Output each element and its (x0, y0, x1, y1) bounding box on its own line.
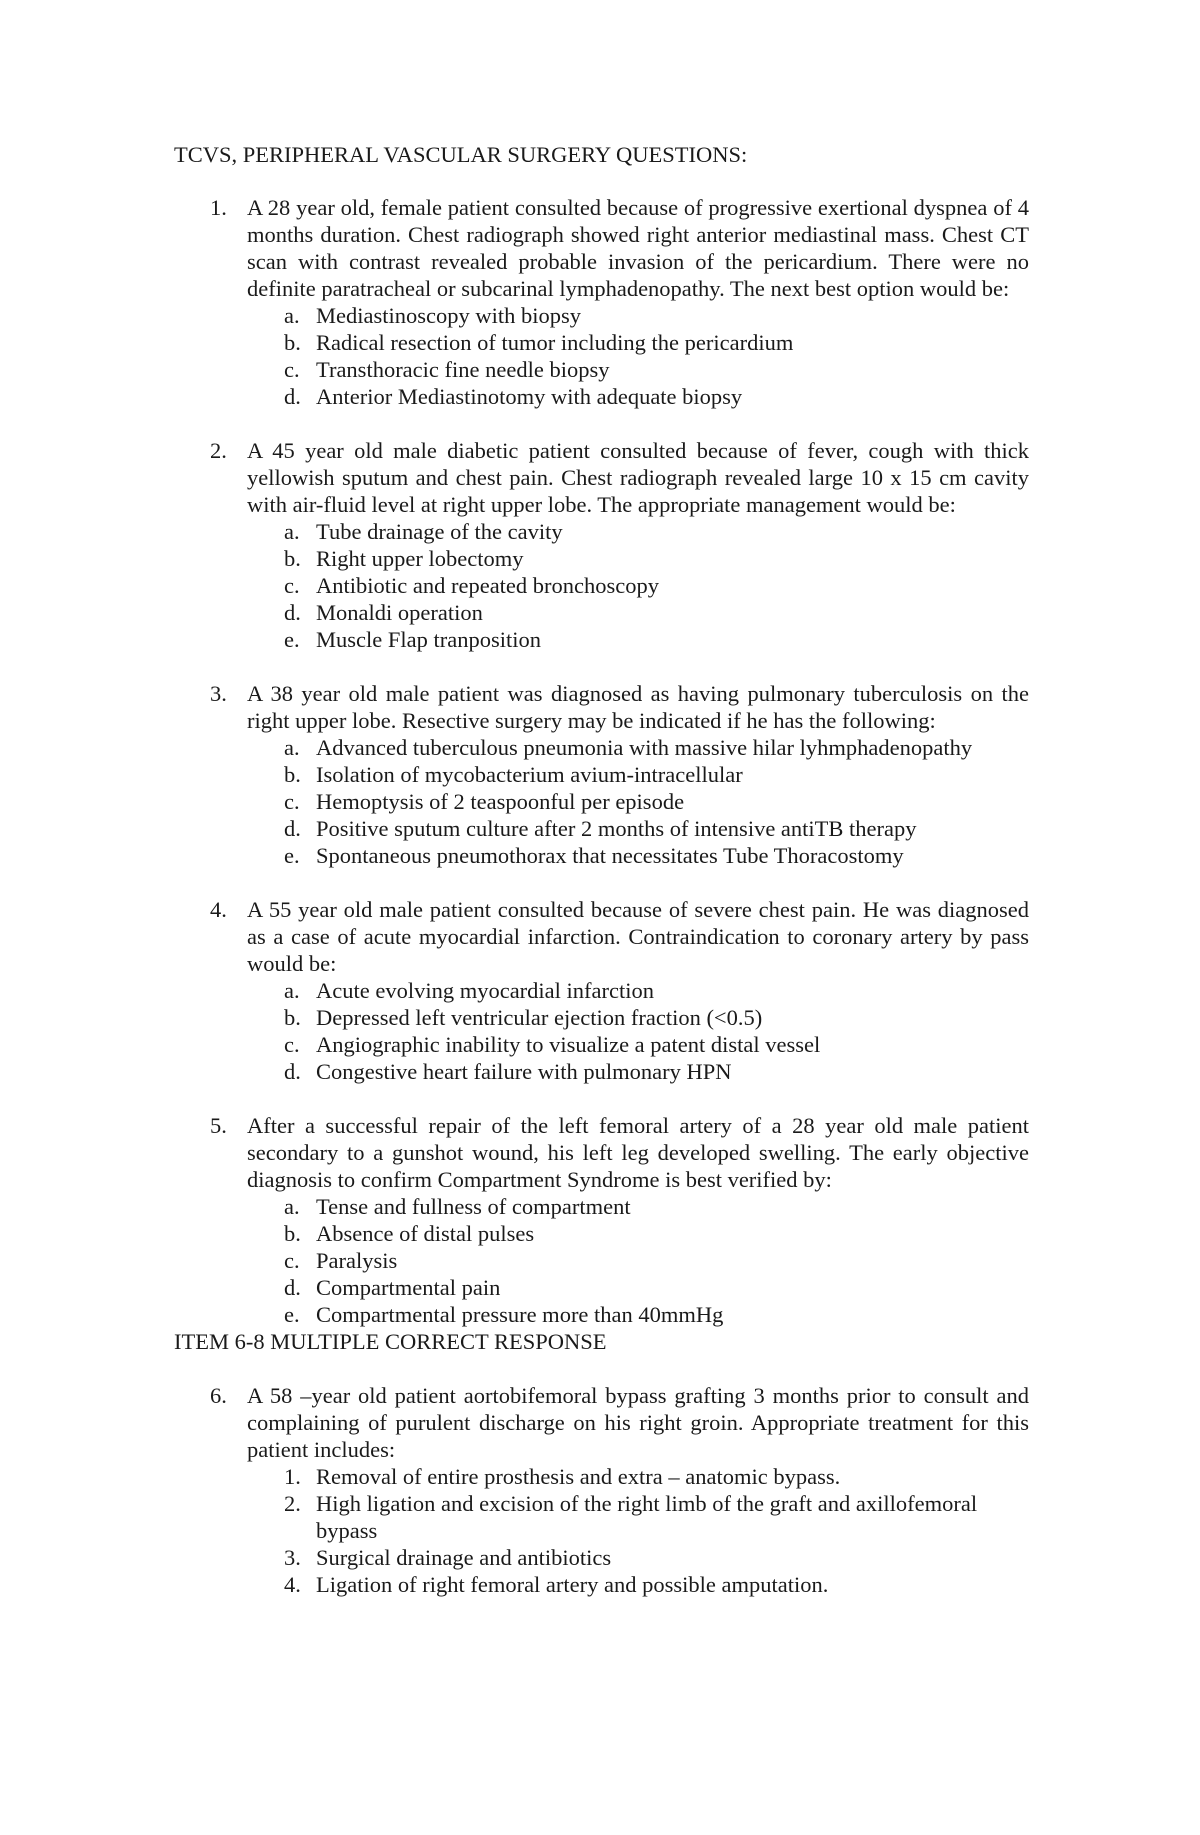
option-label: e. (284, 843, 300, 868)
option-text: Mediastinoscopy with biopsy (316, 303, 581, 328)
answer-option (247, 761, 1029, 788)
option-text: Paralysis (316, 1248, 398, 1273)
option-label: 3. (284, 1545, 301, 1570)
option-text: Right upper lobectomy (316, 546, 524, 571)
option-label: a. (284, 978, 300, 1003)
option-label: a. (284, 519, 300, 544)
question-number: 3. (210, 681, 227, 706)
answer-option (247, 302, 1029, 329)
option-text: Monaldi operation (316, 600, 483, 625)
question-number: 2. (210, 438, 227, 463)
option-text: Compartmental pressure more than 40mmHg (316, 1302, 724, 1327)
option-label: b. (284, 1221, 301, 1246)
answer-options (247, 518, 1029, 653)
option-text: Angiographic inability to visualize a patent distal vessel (316, 1032, 821, 1057)
option-text: Anterior Mediastinotomy with adequate biopsy (316, 384, 743, 409)
option-text: Muscle Flap tranposition (316, 627, 541, 652)
answer-options (247, 302, 1029, 410)
answer-option (247, 734, 1029, 761)
answer-option (247, 545, 1029, 572)
question-4 (174, 896, 1029, 1085)
question-1 (174, 194, 1029, 410)
option-text: Absence of distal pulses (316, 1221, 535, 1246)
option-text: Removal of entire prosthesis and extra – anatomic bypass. (316, 1464, 841, 1489)
option-label: d. (284, 1275, 301, 1300)
document-body (174, 141, 1029, 1598)
option-text: Compartmental pain (316, 1275, 501, 1300)
option-text: Ligation of right femoral artery and possible amputation. (316, 1572, 829, 1597)
option-label: d. (284, 600, 301, 625)
answer-option (247, 599, 1029, 626)
option-label: b. (284, 1005, 301, 1030)
question-number: 1. (210, 195, 227, 220)
option-text: Congestive heart failure with pulmonary HPN (316, 1059, 732, 1084)
option-text: Surgical drainage and antibiotics (316, 1545, 612, 1570)
option-label: b. (284, 546, 301, 571)
question-2 (174, 437, 1029, 653)
question-stem: A 28 year old, female patient consulted because of progressive exertional dyspnea of 4 months duration. Chest radiograph showed right anterior mediastinal mass. Chest CT scan with contrast revealed probable invasion of the pericardium. There were no definite paratracheal or subcarinal lymphadenopathy. The next best option would be: (247, 195, 1029, 301)
answer-option (247, 626, 1029, 653)
answer-option (247, 329, 1029, 356)
question-stem: After a successful repair of the left femoral artery of a 28 year old male patient secondary to a gunshot wound, his left leg developed swelling. The early objective diagnosis to confirm Compartment Syndrome is best verified by: (247, 1113, 1029, 1192)
option-label: a. (284, 303, 300, 328)
option-text: Antibiotic and repeated bronchoscopy (316, 573, 660, 598)
answer-option (247, 1220, 1029, 1247)
option-label: 1. (284, 1464, 301, 1489)
answer-option (247, 1031, 1029, 1058)
option-label: c. (284, 357, 300, 382)
question-5 (174, 1112, 1029, 1328)
option-label: e. (284, 627, 300, 652)
option-text: Spontaneous pneumothorax that necessitates Tube Thoracostomy (316, 843, 904, 868)
answer-option (247, 518, 1029, 545)
answer-option (247, 815, 1029, 842)
answer-options (247, 734, 1029, 869)
answer-option (247, 356, 1029, 383)
answer-option (247, 1247, 1029, 1274)
option-label: c. (284, 1248, 300, 1273)
option-label: b. (284, 762, 301, 787)
option-label: c. (284, 1032, 300, 1057)
question-6 (174, 1382, 1029, 1598)
option-label: a. (284, 735, 300, 760)
option-text: Tense and fullness of compartment (316, 1194, 631, 1219)
answer-option (247, 1004, 1029, 1031)
option-text: Tube drainage of the cavity (316, 519, 563, 544)
option-label: 2. (284, 1491, 301, 1516)
option-text: Hemoptysis of 2 teaspoonful per episode (316, 789, 685, 814)
answer-option (247, 383, 1029, 410)
option-label: e. (284, 1302, 300, 1327)
question-stem: A 45 year old male diabetic patient consulted because of fever, cough with thick yellowish sputum and chest pain. Chest radiograph revealed large 10 x 15 cm cavity with air-fluid level at right upper lobe. The appropriate management would be: (247, 438, 1029, 517)
option-label: d. (284, 816, 301, 841)
option-label: 4. (284, 1572, 301, 1597)
option-text: Positive sputum culture after 2 months of intensive antiTB therapy (316, 816, 917, 841)
option-text: Isolation of mycobacterium avium-intracellular (316, 762, 743, 787)
option-text: Radical resection of tumor including the pericardium (316, 330, 794, 355)
option-text: Transthoracic fine needle biopsy (316, 357, 610, 382)
option-label: a. (284, 1194, 300, 1219)
question-number: 4. (210, 897, 227, 922)
question-stem: A 38 year old male patient was diagnosed as having pulmonary tuberculosis on the right upper lobe. Resective surgery may be indicated if he has the following: (247, 681, 1029, 733)
document-title: TCVS, PERIPHERAL VASCULAR SURGERY QUESTIONS: (174, 142, 748, 167)
answer-option (247, 1544, 1029, 1571)
question-stem: A 58 –year old patient aortobifemoral bypass grafting 3 months prior to consult and complaining of purulent discharge on his right groin. Appropriate treatment for this patient includes: (247, 1383, 1029, 1462)
answer-options (247, 977, 1029, 1085)
question-stem: A 55 year old male patient consulted because of severe chest pain. He was diagnosed as a case of acute myocardial infarction. Contraindication to coronary artery by pass would be: (247, 897, 1029, 976)
answer-option (247, 788, 1029, 815)
answer-option (247, 1490, 1029, 1544)
answer-options (247, 1193, 1029, 1328)
option-label: c. (284, 573, 300, 598)
answer-option (247, 1193, 1029, 1220)
answer-option (247, 977, 1029, 1004)
option-text: Depressed left ventricular ejection fraction (<0.5) (316, 1005, 763, 1030)
question-number: 5. (210, 1113, 227, 1138)
answer-option (247, 1058, 1029, 1085)
option-text: Acute evolving myocardial infarction (316, 978, 655, 1003)
option-label: b. (284, 330, 301, 355)
answer-options (247, 1463, 1029, 1598)
option-text: Advanced tuberculous pneumonia with massive hilar lyhmphadenopathy (316, 735, 973, 760)
answer-option (247, 1463, 1029, 1490)
option-label: d. (284, 1059, 301, 1084)
answer-option (247, 1274, 1029, 1301)
answer-option (247, 572, 1029, 599)
answer-option (247, 1571, 1029, 1598)
option-text: High ligation and excision of the right limb of the graft and axillofemoral bypass (316, 1491, 978, 1543)
option-label: c. (284, 789, 300, 814)
question-number: 6. (210, 1383, 227, 1408)
section-heading: ITEM 6-8 MULTIPLE CORRECT RESPONSE (174, 1329, 607, 1354)
question-3 (174, 680, 1029, 869)
option-label: d. (284, 384, 301, 409)
answer-option (247, 842, 1029, 869)
answer-option (247, 1301, 1029, 1328)
